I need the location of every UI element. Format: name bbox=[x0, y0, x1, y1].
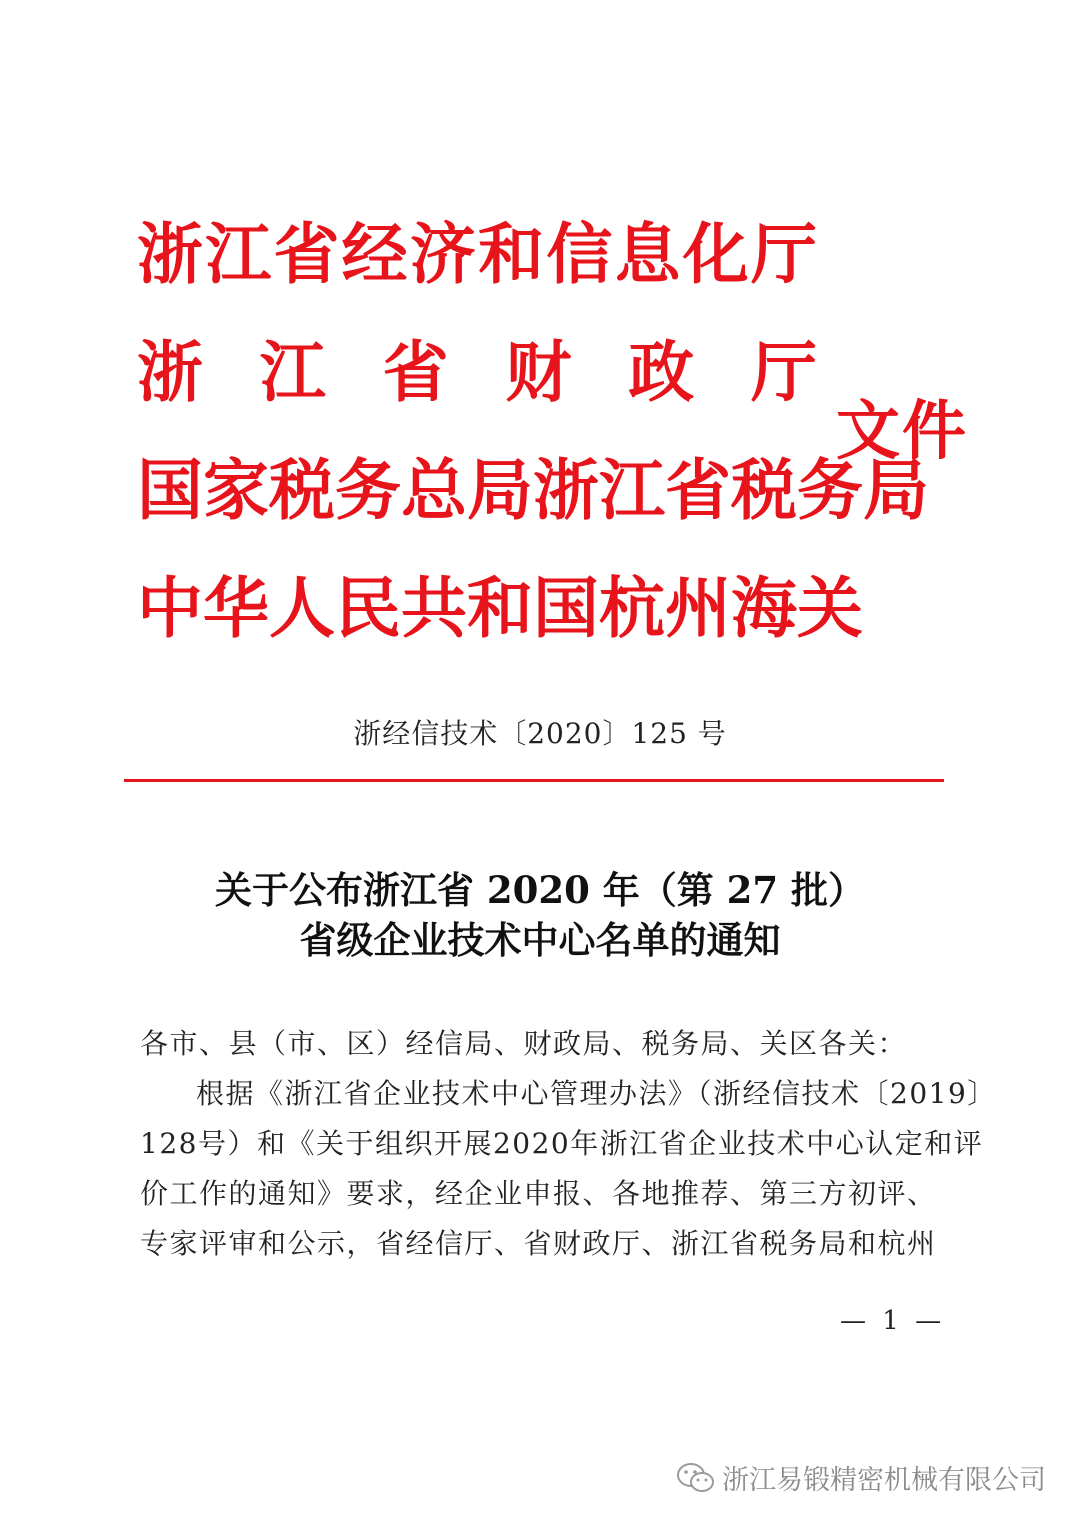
issuer-char: 江 bbox=[599, 451, 665, 529]
issuer-char: 杭 bbox=[599, 569, 665, 647]
issuer-char: 经 bbox=[341, 215, 408, 293]
issuer-char: 国 bbox=[137, 451, 203, 529]
issuer-char: 江 bbox=[259, 333, 326, 411]
wechat-icon bbox=[676, 1461, 716, 1495]
issuer-char: 税 bbox=[731, 451, 797, 529]
issuer-char: 信 bbox=[546, 215, 613, 293]
issuer-char: 政 bbox=[628, 333, 695, 411]
issuer-char: 家 bbox=[203, 451, 269, 529]
issuer-char: 税 bbox=[269, 451, 335, 529]
document-title-line-1: 关于公布浙江省 2020 年（第 27 批） bbox=[215, 868, 865, 912]
issuer-char: 总 bbox=[401, 451, 467, 529]
issuer-char: 省 bbox=[665, 451, 731, 529]
issuer-char: 州 bbox=[665, 569, 731, 647]
issuer-char: 息 bbox=[614, 215, 681, 293]
document-number: 浙经信技术〔2020〕125 号 bbox=[353, 717, 727, 750]
issuer-char: 国 bbox=[533, 569, 599, 647]
issuer-line-1 bbox=[137, 195, 817, 313]
issuer-char: 和 bbox=[478, 215, 545, 293]
issuer-char: 和 bbox=[467, 569, 533, 647]
issuer-char: 省 bbox=[382, 333, 449, 411]
issuer-char: 济 bbox=[409, 215, 476, 293]
body-line-1: 根据《浙江省企业技术中心管理办法》（浙经信技术〔2019〕 bbox=[196, 1077, 997, 1110]
issuer-char: 海 bbox=[731, 569, 797, 647]
issuer-char: 务 bbox=[797, 451, 863, 529]
issuer-char: 共 bbox=[401, 569, 467, 647]
issuer-char: 人 bbox=[269, 569, 335, 647]
issuer-char: 中 bbox=[137, 569, 203, 647]
issuer-char: 务 bbox=[335, 451, 401, 529]
issuer-char: 江 bbox=[205, 215, 272, 293]
issuer-char: 局 bbox=[863, 451, 929, 529]
watermark bbox=[676, 1458, 1046, 1497]
issuer-char: 厅 bbox=[750, 333, 817, 411]
red-divider bbox=[124, 779, 944, 782]
issuer-line-4 bbox=[137, 549, 863, 667]
issuer-char: 浙 bbox=[137, 333, 203, 411]
body-line-2: 128号）和《关于组织开展2020年浙江省企业技术中心认定和评 bbox=[140, 1127, 984, 1160]
issuer-char: 浙 bbox=[137, 215, 203, 293]
issuer-char: 关 bbox=[797, 569, 863, 647]
document-suffix: 文件 bbox=[836, 394, 968, 469]
issuer-line-2 bbox=[137, 313, 817, 431]
document-title-line-2: 省级企业技术中心名单的通知 bbox=[299, 918, 781, 962]
page-number: — 1 — bbox=[840, 1306, 946, 1336]
addressee: 各市、县（市、区）经信局、财政局、税务局、关区各关： bbox=[140, 1027, 908, 1060]
issuer-char: 民 bbox=[335, 569, 401, 647]
issuer-char: 省 bbox=[273, 215, 340, 293]
issuer-char: 财 bbox=[505, 333, 572, 411]
issuer-char: 化 bbox=[682, 215, 749, 293]
issuer-char: 浙 bbox=[533, 451, 599, 529]
body-line-3: 价工作的通知》要求，经企业申报、各地推荐、第三方初评、 bbox=[140, 1177, 937, 1210]
issuer-char: 华 bbox=[203, 569, 269, 647]
watermark-text: 浙江易锻精密机械有限公司 bbox=[722, 1465, 1046, 1496]
issuer-line-3 bbox=[137, 431, 929, 549]
issuer-char: 局 bbox=[467, 451, 533, 529]
body-line-4: 专家评审和公示，省经信厅、省财政厅、浙江省税务局和杭州 bbox=[140, 1227, 937, 1260]
issuer-char: 厅 bbox=[750, 215, 817, 293]
